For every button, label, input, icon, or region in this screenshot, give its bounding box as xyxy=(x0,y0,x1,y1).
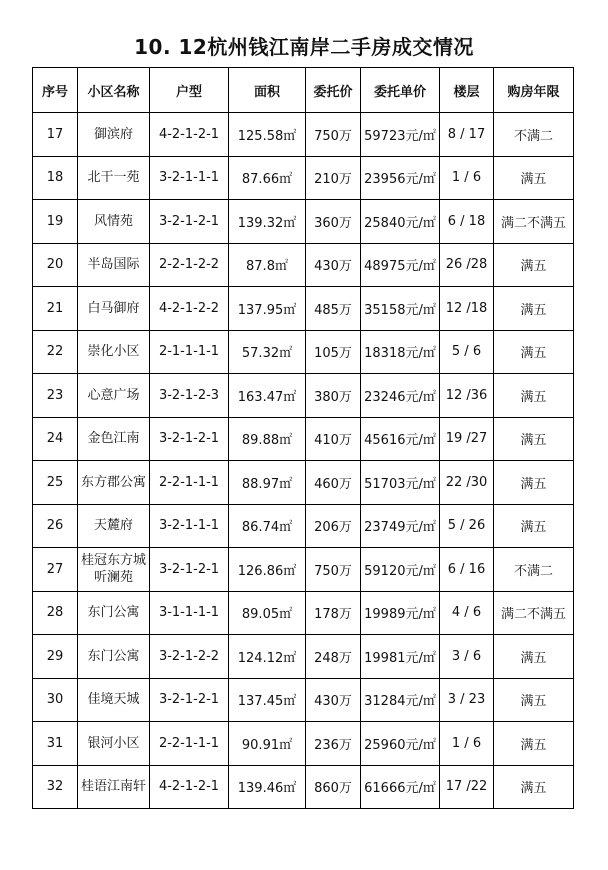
cell-unit-price: 51703元/㎡ xyxy=(361,461,440,505)
table-row xyxy=(33,243,574,287)
cell-unit-price: 23956元/㎡ xyxy=(361,156,440,200)
cell-layout: 4-2-1-2-2 xyxy=(150,287,229,331)
table-row xyxy=(33,417,574,461)
cell-floor: 6 / 18 xyxy=(440,200,494,244)
header-row xyxy=(33,68,574,113)
header-floor: 楼层 xyxy=(440,68,494,113)
cell-price: 178万 xyxy=(306,591,361,635)
cell-years: 满五 xyxy=(494,765,574,809)
table-row xyxy=(33,156,574,200)
cell-area: 88.97㎡ xyxy=(229,461,306,505)
cell-years: 满五 xyxy=(494,330,574,374)
cell-layout: 2-1-1-1-1 xyxy=(150,330,229,374)
cell-unit-price: 59120元/㎡ xyxy=(361,548,440,592)
cell-layout: 4-2-1-2-1 xyxy=(150,113,229,157)
cell-unit-price: 23246元/㎡ xyxy=(361,374,440,418)
cell-layout: 3-2-1-2-2 xyxy=(150,635,229,679)
cell-no: 29 xyxy=(33,635,78,679)
table-row xyxy=(33,722,574,766)
table-row xyxy=(33,765,574,809)
cell-layout: 2-2-1-1-1 xyxy=(150,722,229,766)
cell-area: 87.8㎡ xyxy=(229,243,306,287)
table-row xyxy=(33,548,574,592)
cell-unit-price: 31284元/㎡ xyxy=(361,678,440,722)
cell-price: 750万 xyxy=(306,113,361,157)
cell-floor: 1 / 6 xyxy=(440,156,494,200)
cell-layout: 3-2-1-2-1 xyxy=(150,548,229,592)
cell-no: 17 xyxy=(33,113,78,157)
cell-name: 东门公寓 xyxy=(78,591,150,635)
cell-layout: 2-2-1-2-2 xyxy=(150,243,229,287)
cell-layout: 3-2-1-2-1 xyxy=(150,200,229,244)
header-layout: 户型 xyxy=(150,68,229,113)
cell-years: 满二不满五 xyxy=(494,591,574,635)
page-title: 10. 12杭州钱江南岸二手房成交情况 xyxy=(134,35,474,59)
cell-years: 满五 xyxy=(494,287,574,331)
cell-years: 满二不满五 xyxy=(494,200,574,244)
cell-area: 57.32㎡ xyxy=(229,330,306,374)
header-years: 购房年限 xyxy=(494,68,574,113)
cell-years: 满五 xyxy=(494,374,574,418)
cell-area: 139.46㎡ xyxy=(229,765,306,809)
cell-price: 750万 xyxy=(306,548,361,592)
cell-name: 桂冠东方城听澜苑 xyxy=(78,548,150,592)
cell-price: 380万 xyxy=(306,374,361,418)
cell-floor: 17 /22 xyxy=(440,765,494,809)
table-row xyxy=(33,374,574,418)
cell-name: 桂语江南轩 xyxy=(78,765,150,809)
cell-unit-price: 61666元/㎡ xyxy=(361,765,440,809)
cell-floor: 4 / 6 xyxy=(440,591,494,635)
cell-floor: 5 / 26 xyxy=(440,504,494,548)
cell-name: 天麓府 xyxy=(78,504,150,548)
cell-price: 485万 xyxy=(306,287,361,331)
cell-floor: 3 / 23 xyxy=(440,678,494,722)
cell-area: 163.47㎡ xyxy=(229,374,306,418)
header-name: 小区名称 xyxy=(78,68,150,113)
transactions-table xyxy=(32,67,574,809)
cell-name: 白马御府 xyxy=(78,287,150,331)
cell-floor: 3 / 6 xyxy=(440,635,494,679)
cell-area: 125.58㎡ xyxy=(229,113,306,157)
cell-area: 89.88㎡ xyxy=(229,417,306,461)
cell-price: 210万 xyxy=(306,156,361,200)
cell-layout: 3-2-1-1-1 xyxy=(150,504,229,548)
table-row xyxy=(33,678,574,722)
cell-price: 460万 xyxy=(306,461,361,505)
cell-unit-price: 23749元/㎡ xyxy=(361,504,440,548)
table-row xyxy=(33,635,574,679)
cell-years: 不满二 xyxy=(494,113,574,157)
cell-layout: 3-2-1-2-3 xyxy=(150,374,229,418)
cell-years: 满五 xyxy=(494,635,574,679)
cell-no: 24 xyxy=(33,417,78,461)
cell-unit-price: 19989元/㎡ xyxy=(361,591,440,635)
cell-price: 410万 xyxy=(306,417,361,461)
header-area: 面积 xyxy=(229,68,306,113)
cell-no: 20 xyxy=(33,243,78,287)
cell-floor: 8 / 17 xyxy=(440,113,494,157)
cell-no: 27 xyxy=(33,548,78,592)
cell-floor: 19 /27 xyxy=(440,417,494,461)
cell-name: 北干一苑 xyxy=(78,156,150,200)
cell-unit-price: 35158元/㎡ xyxy=(361,287,440,331)
table-row xyxy=(33,504,574,548)
cell-years: 不满二 xyxy=(494,548,574,592)
cell-area: 89.05㎡ xyxy=(229,591,306,635)
cell-floor: 12 /18 xyxy=(440,287,494,331)
cell-years: 满五 xyxy=(494,156,574,200)
cell-no: 26 xyxy=(33,504,78,548)
cell-no: 28 xyxy=(33,591,78,635)
cell-name: 半岛国际 xyxy=(78,243,150,287)
cell-name: 银河小区 xyxy=(78,722,150,766)
cell-unit-price: 45616元/㎡ xyxy=(361,417,440,461)
cell-layout: 3-2-1-2-1 xyxy=(150,678,229,722)
cell-no: 21 xyxy=(33,287,78,331)
header-no: 序号 xyxy=(33,68,78,113)
header-unit-price: 委托单价 xyxy=(361,68,440,113)
cell-price: 236万 xyxy=(306,722,361,766)
cell-area: 137.95㎡ xyxy=(229,287,306,331)
cell-unit-price: 19981元/㎡ xyxy=(361,635,440,679)
cell-no: 22 xyxy=(33,330,78,374)
cell-name: 东方郡公寓 xyxy=(78,461,150,505)
table-row xyxy=(33,287,574,331)
cell-price: 248万 xyxy=(306,635,361,679)
cell-price: 105万 xyxy=(306,330,361,374)
cell-no: 23 xyxy=(33,374,78,418)
cell-years: 满五 xyxy=(494,678,574,722)
cell-name: 崇化小区 xyxy=(78,330,150,374)
cell-unit-price: 25840元/㎡ xyxy=(361,200,440,244)
cell-layout: 3-2-1-2-1 xyxy=(150,417,229,461)
cell-area: 126.86㎡ xyxy=(229,548,306,592)
cell-years: 满五 xyxy=(494,722,574,766)
cell-no: 25 xyxy=(33,461,78,505)
cell-name: 东门公寓 xyxy=(78,635,150,679)
cell-name: 御滨府 xyxy=(78,113,150,157)
cell-layout: 4-2-1-2-1 xyxy=(150,765,229,809)
cell-years: 满五 xyxy=(494,243,574,287)
cell-no: 32 xyxy=(33,765,78,809)
cell-layout: 3-1-1-1-1 xyxy=(150,591,229,635)
cell-price: 430万 xyxy=(306,243,361,287)
cell-price: 860万 xyxy=(306,765,361,809)
cell-years: 满五 xyxy=(494,504,574,548)
cell-floor: 1 / 6 xyxy=(440,722,494,766)
table-row xyxy=(33,591,574,635)
cell-price: 360万 xyxy=(306,200,361,244)
cell-no: 18 xyxy=(33,156,78,200)
cell-area: 139.32㎡ xyxy=(229,200,306,244)
cell-name: 心意广场 xyxy=(78,374,150,418)
cell-layout: 2-2-1-1-1 xyxy=(150,461,229,505)
cell-floor: 22 /30 xyxy=(440,461,494,505)
cell-floor: 12 /36 xyxy=(440,374,494,418)
cell-no: 19 xyxy=(33,200,78,244)
cell-area: 87.66㎡ xyxy=(229,156,306,200)
table-row xyxy=(33,330,574,374)
cell-unit-price: 48975元/㎡ xyxy=(361,243,440,287)
cell-price: 430万 xyxy=(306,678,361,722)
cell-unit-price: 18318元/㎡ xyxy=(361,330,440,374)
cell-name: 金色江南 xyxy=(78,417,150,461)
cell-price: 206万 xyxy=(306,504,361,548)
cell-unit-price: 25960元/㎡ xyxy=(361,722,440,766)
table-row xyxy=(33,461,574,505)
cell-no: 31 xyxy=(33,722,78,766)
cell-name: 风情苑 xyxy=(78,200,150,244)
cell-floor: 5 / 6 xyxy=(440,330,494,374)
cell-floor: 26 /28 xyxy=(440,243,494,287)
cell-area: 86.74㎡ xyxy=(229,504,306,548)
cell-area: 137.45㎡ xyxy=(229,678,306,722)
cell-unit-price: 59723元/㎡ xyxy=(361,113,440,157)
cell-area: 124.12㎡ xyxy=(229,635,306,679)
table-row xyxy=(33,113,574,157)
cell-floor: 6 / 16 xyxy=(440,548,494,592)
cell-layout: 3-2-1-1-1 xyxy=(150,156,229,200)
cell-years: 满五 xyxy=(494,461,574,505)
table-row xyxy=(33,200,574,244)
cell-years: 满五 xyxy=(494,417,574,461)
header-price: 委托价 xyxy=(306,68,361,113)
cell-no: 30 xyxy=(33,678,78,722)
cell-area: 90.91㎡ xyxy=(229,722,306,766)
cell-name: 佳境天城 xyxy=(78,678,150,722)
